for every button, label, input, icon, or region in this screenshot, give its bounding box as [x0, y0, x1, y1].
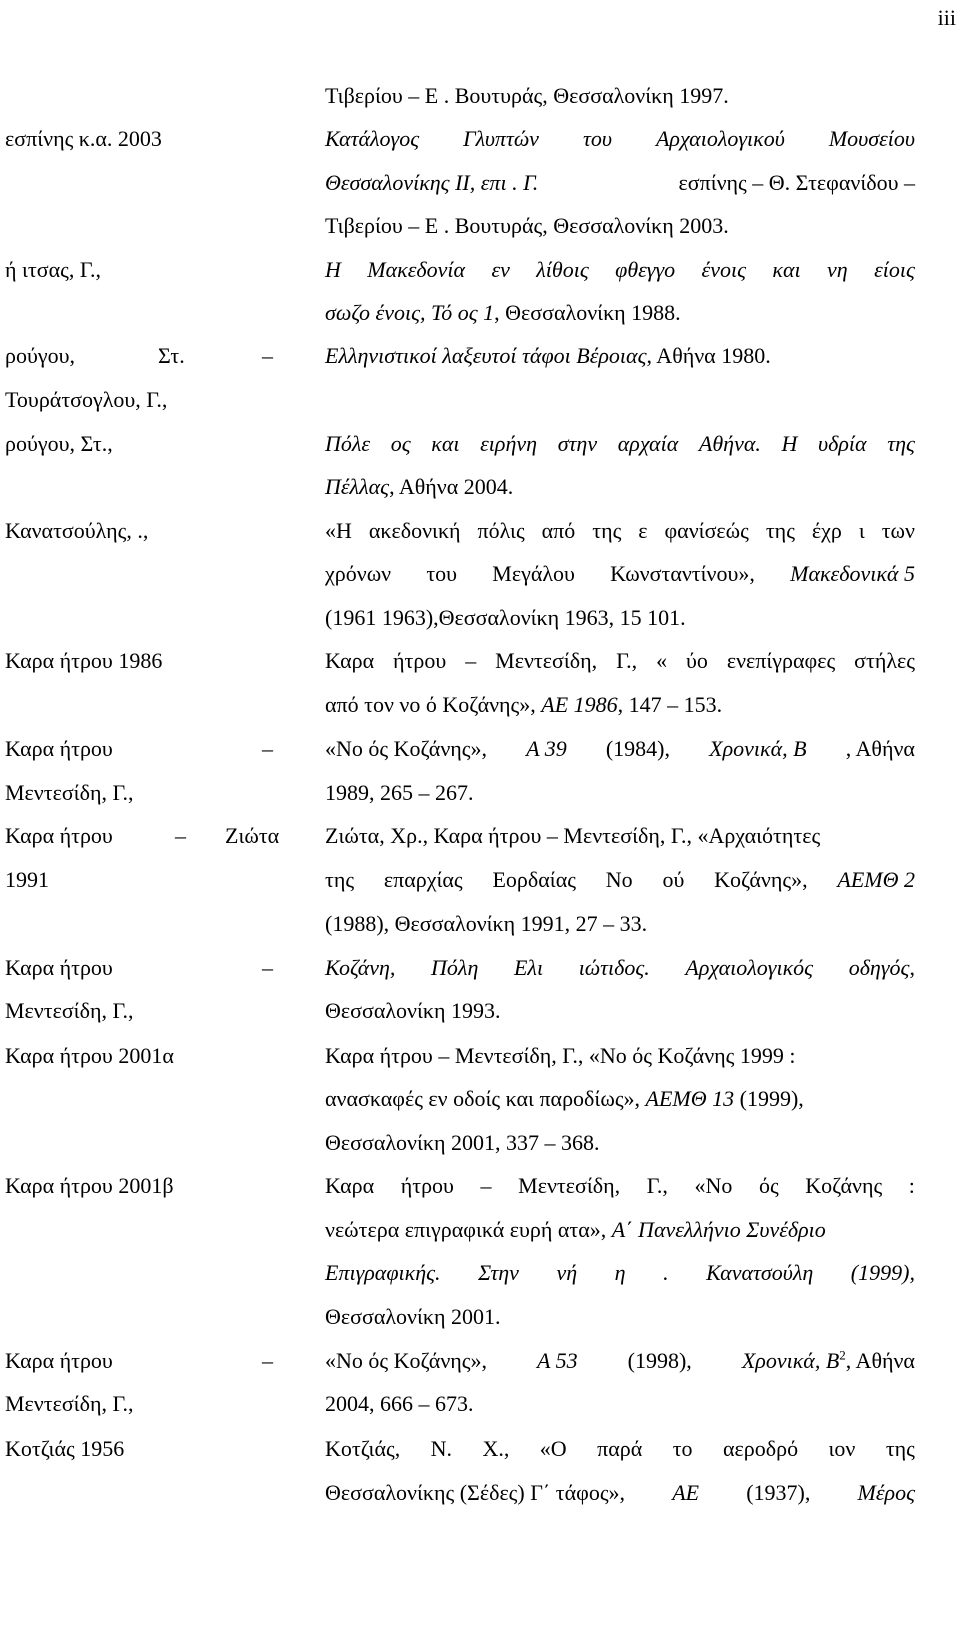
word: αρχαία: [617, 431, 679, 456]
word: ύο: [686, 648, 708, 673]
word: χρόνων: [325, 561, 392, 586]
word: Μεντεσίδη,: [495, 648, 598, 673]
word: εν: [491, 257, 510, 282]
entry-line: Ζιώτα, Χρ., Καρα ήτρου – Μεντεσίδη, Γ., «Αρχαιότητες: [325, 823, 821, 848]
word: νή: [556, 1260, 578, 1285]
word: στην: [557, 431, 598, 456]
entry-label: Μεντεσίδη, Γ.,: [5, 1391, 134, 1416]
italic-text: Μέρος: [857, 1480, 915, 1505]
text: από τον νο ό Κοζάνης»,: [325, 692, 542, 717]
text: , Αθήνα 2004.: [389, 474, 514, 499]
word: Πόλε: [325, 431, 371, 456]
word: των: [881, 518, 915, 543]
entry-label: ή ιτσας, Γ.,: [5, 257, 101, 282]
word: επαρχίας: [383, 867, 463, 892]
entry-line: [325, 1086, 804, 1112]
entry-label: ρούγου,: [5, 343, 75, 368]
word: Νο: [605, 867, 633, 892]
italic-text: ΑΕΜΘ 2: [837, 867, 915, 892]
entry-line: 1989, 265 – 267.: [325, 780, 474, 805]
italic-text: Α 53: [537, 1348, 578, 1373]
word: ος: [390, 431, 411, 456]
entry-line: [325, 343, 771, 369]
word: Η: [325, 257, 341, 282]
entry-line: [325, 561, 915, 587]
word: «Η: [325, 518, 352, 543]
word: Επιγραφικής.: [325, 1260, 441, 1285]
text: , Αθήνα: [845, 736, 915, 761]
text: , 147 – 153.: [617, 692, 723, 717]
page-number: iii: [937, 5, 956, 30]
italic-text: οδηγός: [848, 955, 910, 980]
entry-line: [325, 518, 915, 544]
word: νη: [827, 257, 848, 282]
entry-line: [325, 1436, 915, 1462]
word: ένοις: [701, 257, 747, 282]
italic-text: Θεσσαλονίκης ΙΙ, επι . Γ.: [325, 170, 539, 195]
word: «Ο: [539, 1436, 567, 1461]
entry-line: [325, 867, 915, 893]
entry-label: Καρα ήτρου: [5, 1348, 113, 1373]
entry-line: [325, 1348, 915, 1374]
italic-text: Χρονικά, Β: [709, 736, 807, 761]
word: Μεντεσίδη,: [518, 1173, 621, 1198]
entry-line: [325, 300, 681, 326]
word: Χ.,: [482, 1436, 510, 1461]
entry-label: Καρα ήτρου: [5, 823, 113, 848]
word: ι: [858, 518, 865, 543]
word: Κοτζιάς,: [325, 1436, 401, 1461]
italic-text: Μακεδονικά 5: [790, 561, 915, 586]
word: Εορδαίας: [492, 867, 576, 892]
entry-line: [325, 474, 513, 500]
text: νεώτερα επιγραφικά ευρή ατα»,: [325, 1217, 612, 1242]
entry-line: [325, 692, 722, 718]
word: είοις: [874, 257, 915, 282]
entry-label: Τουράτσογλου, Γ.,: [5, 387, 168, 412]
entry-line: [325, 1480, 915, 1506]
word: Κατάλογος: [325, 126, 420, 151]
word: Μακεδονία: [367, 257, 466, 282]
word: και: [431, 431, 460, 456]
word: ός: [758, 1173, 779, 1198]
word: και: [772, 257, 801, 282]
word: του: [582, 126, 612, 151]
entry-label: Μεντεσίδη, Γ.,: [5, 780, 134, 805]
word: ήτρου: [400, 1173, 454, 1198]
word: ήτρου: [393, 648, 447, 673]
word: το: [672, 1436, 693, 1461]
italic-text: ιώτιδος.: [578, 955, 650, 980]
dash: –: [262, 955, 273, 980]
word: πόλις: [477, 518, 525, 543]
italic-text: Πέλλας: [325, 474, 390, 499]
word: ειρήνη: [480, 431, 538, 456]
word: Γ.,: [646, 1173, 668, 1198]
word: αεροδρό: [722, 1436, 799, 1461]
word: .: [663, 1260, 669, 1285]
italic-text: Κοζάνη,: [325, 955, 396, 980]
word: Στην: [478, 1260, 519, 1285]
text: «Νο ός Κοζάνης»,: [325, 1348, 487, 1373]
word: Κανατσούλη: [706, 1260, 814, 1285]
word: φανίσεώς: [664, 518, 749, 543]
word: έχρ: [811, 518, 842, 543]
word: παρά: [597, 1436, 643, 1461]
entry-line: (1961 1963),Θεσσαλονίκη 1963, 15 101.: [325, 605, 686, 630]
dash: –: [262, 1348, 273, 1373]
entry-label: Μεντεσίδη, Γ.,: [5, 998, 134, 1023]
entry-line: [325, 126, 915, 152]
italic-text: Α΄ Πανελλήνιο Συνέδριο: [611, 1217, 826, 1242]
word: :: [908, 1173, 915, 1198]
word: (1999),: [850, 1260, 915, 1285]
text: εσπίνης – Θ. Στεφανίδου –: [678, 170, 915, 195]
italic-text: ΑΕΜΘ 13: [645, 1086, 735, 1111]
word: Γ.,: [616, 648, 638, 673]
word: της: [887, 431, 915, 456]
entry-label: Κανατσούλης, .,: [5, 518, 149, 543]
italic-text: ΑΕ: [672, 1480, 700, 1505]
word: φθεγγο: [615, 257, 676, 282]
dash: –: [262, 736, 273, 761]
italic-text: Χρονικά, Β: [741, 1348, 840, 1373]
entry-label: εσπίνης κ.α. 2003: [5, 126, 162, 151]
word: της: [592, 518, 622, 543]
dash: –: [262, 343, 273, 368]
word: Καρα: [325, 1173, 375, 1198]
entry-line: 2004, 666 – 673.: [325, 1391, 474, 1416]
word: –: [480, 1173, 492, 1198]
word: –: [465, 648, 477, 673]
word: στήλες: [854, 648, 915, 673]
italic-text: Ελληνιστικοί λαξευτοί τάφοι Βέροιας: [325, 343, 647, 368]
word: υδρία: [818, 431, 867, 456]
entry-label: Κοτζιάς 1956: [5, 1436, 125, 1461]
italic-text: ΑΕ 1986: [541, 692, 618, 717]
entry-label: Καρα ήτρου: [5, 955, 113, 980]
word: Μουσείου: [828, 126, 915, 151]
entry-line: [325, 431, 915, 457]
word: Κοζάνης»,: [714, 867, 808, 892]
italic-text: σωζο ένοις, Τό ος 1: [325, 300, 495, 325]
word: Ν.: [430, 1436, 453, 1461]
italic-text: Ελι: [513, 955, 544, 980]
word: Αρχαιολογικού: [655, 126, 785, 151]
word: ού: [662, 867, 685, 892]
entry-label: Ζιώτα: [225, 823, 280, 848]
word: ακεδονική: [368, 518, 461, 543]
entry-label: ρούγου, Στ.,: [5, 431, 113, 456]
text: ,: [909, 955, 915, 980]
superscript: 2: [839, 1347, 846, 1363]
text: «Νο ός Κοζάνης»,: [325, 736, 487, 761]
word: της: [765, 518, 795, 543]
text: Θεσσαλονίκης (Σέδες) Γ΄ τάφος»,: [325, 1480, 626, 1505]
word: ε: [638, 518, 648, 543]
word: Μεγάλου: [492, 561, 575, 586]
entry-line: Τιβερίου – Ε . Βουτυράς, Θεσσαλονίκη 2003.: [325, 213, 729, 238]
entry-line: [325, 736, 915, 762]
word: ενεπίγραφες: [726, 648, 836, 673]
text: (1999),: [734, 1086, 804, 1111]
entry-line: Θεσσαλονίκη 1993.: [325, 998, 501, 1023]
italic-text: Πόλη: [431, 955, 479, 980]
entry-label: 1991: [5, 867, 49, 892]
word: Κωνσταντίνου»,: [610, 561, 755, 586]
word: της: [885, 1436, 915, 1461]
word: Καρα: [325, 648, 375, 673]
text: (1998),: [627, 1348, 692, 1373]
entry-line: [325, 1260, 915, 1286]
text: , Αθήνα: [845, 1348, 915, 1373]
italic-text: Αρχαιολογικός: [685, 955, 814, 980]
word: ιον: [828, 1436, 856, 1461]
entry-line: Καρα ήτρου – Μεντεσίδη, Γ., «Νο ός Κοζάνης 1999 :: [325, 1043, 796, 1068]
entry-line: Θεσσαλονίκη 2001, 337 – 368.: [325, 1130, 600, 1155]
word: Κοζάνης: [805, 1173, 883, 1198]
word: Η: [781, 431, 798, 456]
text: (1937),: [746, 1480, 811, 1505]
text: , Θεσσαλονίκη 1988.: [494, 300, 681, 325]
word: Αθήνα.: [698, 431, 761, 456]
entry-label: Καρα ήτρου 2001β: [5, 1173, 174, 1198]
text: (1984),: [605, 736, 671, 761]
entry-line: [325, 648, 915, 674]
entry-line: [325, 257, 915, 283]
text: , Αθήνα 1980.: [646, 343, 771, 368]
word: της: [325, 867, 355, 892]
entry-line: (1988), Θεσσαλονίκη 1991, 27 – 33.: [325, 911, 648, 936]
entry-label: Καρα ήτρου: [5, 736, 113, 761]
entry-label: Καρα ήτρου 2001α: [5, 1043, 174, 1068]
entry-label: Στ.: [158, 343, 185, 368]
word: «: [656, 648, 668, 673]
text: ανασκαφές εν οδοίς και παροδίως»,: [325, 1086, 646, 1111]
word: Γλυπτών: [463, 126, 539, 151]
word: λίθοις: [536, 257, 589, 282]
word: η: [614, 1260, 626, 1285]
entry-label: Καρα ήτρου 1986: [5, 648, 163, 673]
word: από: [541, 518, 576, 543]
entry-line: [325, 1217, 826, 1243]
entry-line: Θεσσαλονίκη 2001.: [325, 1304, 501, 1329]
dash: –: [175, 823, 186, 848]
entry-line: [325, 955, 915, 981]
italic-text: Α 39: [526, 736, 567, 761]
word: «Νο: [694, 1173, 733, 1198]
word: του: [426, 561, 458, 586]
entry-line: Τιβερίου – Ε . Βουτυράς, Θεσσαλονίκη 1997.: [325, 83, 729, 108]
entry-line: [325, 170, 915, 196]
entry-line: [325, 1173, 915, 1199]
